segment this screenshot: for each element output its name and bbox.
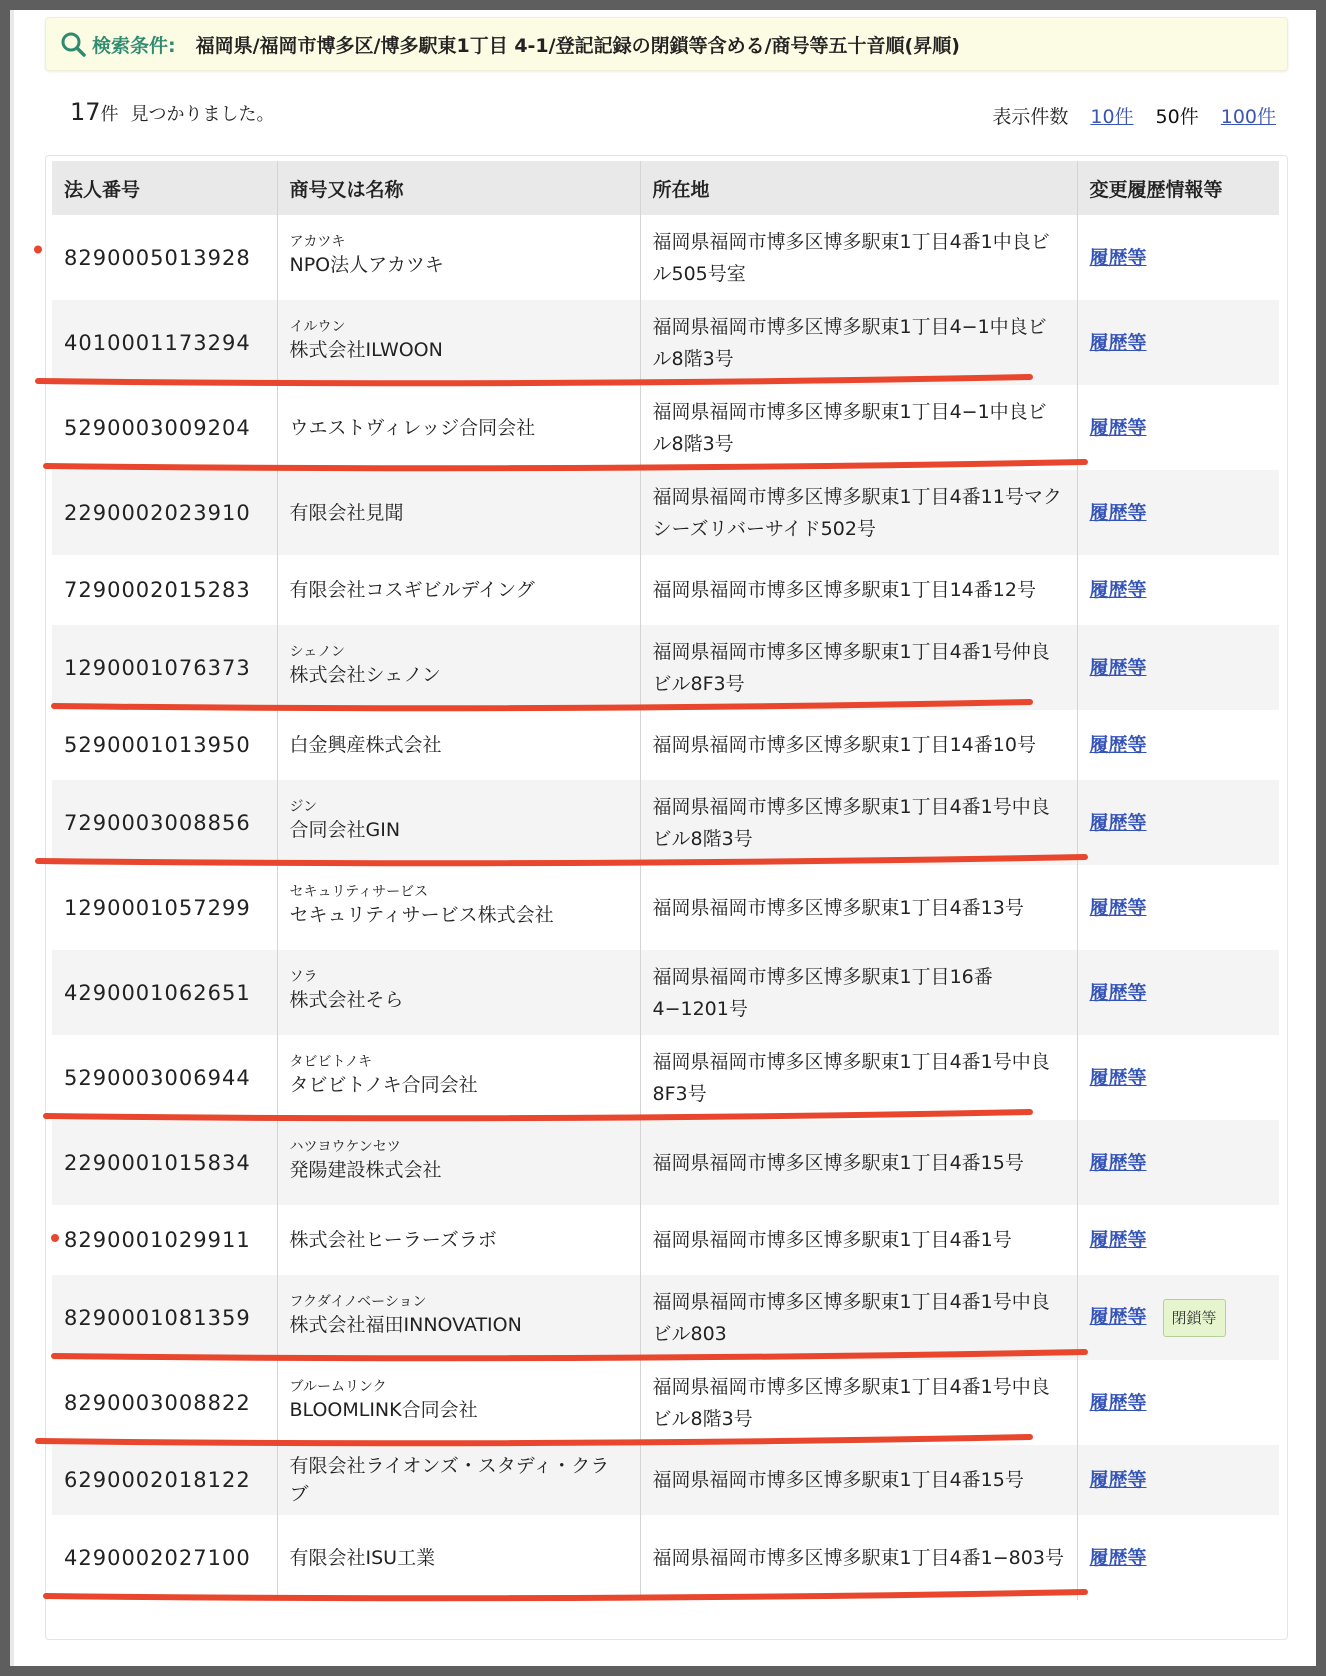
corporate-number: 4290001062651	[52, 950, 277, 1035]
table-row	[52, 865, 1279, 950]
history-link[interactable]: 履歴等	[1089, 1391, 1147, 1414]
trade-name: 合同会社GIN	[289, 818, 401, 841]
address: 福岡県福岡市博多区博多駅東1丁目4番15号	[640, 1120, 1077, 1205]
history-link[interactable]: 履歴等	[1089, 734, 1147, 756]
table-header-row	[52, 161, 1279, 215]
address: 福岡県福岡市博多区博多駅東1丁目14番12号	[640, 555, 1077, 625]
trade-name: 有限会社見聞	[289, 501, 404, 524]
search-conditions-label: 検索条件:	[92, 34, 176, 57]
history-cell	[1077, 385, 1279, 470]
history-link[interactable]: 履歴等	[1089, 331, 1147, 354]
corporate-number: 5290001013950	[64, 733, 251, 757]
history-cell	[1077, 1205, 1279, 1275]
trade-name-kana: タビビトノキ	[289, 1053, 373, 1070]
address: 福岡県福岡市博多区博多駅東1丁目14番10号	[640, 710, 1077, 780]
table-row	[52, 300, 1279, 385]
trade-name-cell	[277, 1120, 640, 1205]
address: 福岡県福岡市博多区博多駅東1丁目4番1号	[640, 1205, 1077, 1275]
trade-name: 株式会社そら	[289, 988, 404, 1011]
table-body	[52, 215, 1279, 1600]
corporate-number: 2290002023910	[52, 470, 277, 555]
table-row	[52, 780, 1279, 865]
table-row	[52, 385, 1279, 470]
header-corporate-number: 法人番号	[52, 161, 277, 215]
trade-name: BLOOMLINK合同会社	[289, 1398, 478, 1421]
history-cell	[1077, 1035, 1279, 1120]
trade-name: タビビトノキ合同会社	[289, 1073, 478, 1096]
table-row	[52, 1515, 1279, 1600]
address: 福岡県福岡市博多区博多駅東1丁目4番1−803号	[640, 1515, 1077, 1600]
result-count	[70, 98, 275, 126]
table-row	[52, 710, 1279, 780]
results-table	[52, 161, 1279, 1600]
trade-name: セキュリティサービス株式会社	[289, 903, 554, 926]
history-link[interactable]: 履歴等	[1089, 1546, 1147, 1569]
table-row	[52, 950, 1279, 1035]
corporate-number: 4290002027100	[64, 1545, 251, 1570]
corporate-number: 5290003009204	[64, 415, 251, 440]
address: 福岡県福岡市博多区博多駅東1丁目4番13号	[640, 865, 1077, 950]
header-trade-name: 商号又は名称	[277, 161, 640, 215]
address: 福岡県福岡市博多区博多駅東1丁目16番4−1201号	[640, 950, 1077, 1035]
result-found-text: 見つかりました。	[130, 104, 275, 125]
table-row	[52, 1205, 1279, 1275]
trade-name-kana: フクダイノベーション	[289, 1293, 427, 1310]
address: 福岡県福岡市博多区博多駅東1丁目4番1号中良ビル8階3号	[640, 780, 1077, 865]
corporate-number: 8290003008822	[64, 1390, 251, 1415]
trade-name: 株式会社福田INNOVATION	[289, 1313, 522, 1336]
history-link[interactable]: 履歴等	[1089, 1469, 1147, 1491]
address: 福岡県福岡市博多区博多駅東1丁目4−1中良ビル8階3号	[640, 300, 1077, 385]
table-row	[52, 215, 1279, 300]
history-cell	[1077, 215, 1279, 300]
history-link[interactable]: 履歴等	[1089, 501, 1147, 524]
trade-name-kana: イルウン	[289, 318, 346, 335]
search-conditions-value: 福岡県/福岡市博多区/博多駅東1丁目 4-1/登記記録の閉鎖等含める/商号等五十音順(昇順)	[195, 34, 960, 57]
corporate-number: 6290002018122	[52, 1445, 277, 1515]
per-page-selector	[992, 102, 1276, 129]
trade-name-kana: アカツキ	[289, 233, 346, 250]
address: 福岡県福岡市博多区博多駅東1丁目4番1号中良8F3号	[640, 1035, 1077, 1120]
history-cell	[1077, 625, 1279, 710]
header-change-history: 変更履歴情報等	[1077, 161, 1279, 215]
trade-name: NPO法人アカツキ	[289, 253, 444, 276]
corporate-number: 4010001173294	[52, 300, 277, 385]
trade-name-cell	[277, 470, 640, 555]
corporate-number: 1290001076373	[52, 625, 277, 710]
trade-name-cell	[277, 385, 640, 470]
trade-name: 有限会社ライオンズ・スタディ・クラブ	[289, 1455, 610, 1505]
history-cell	[1077, 1360, 1279, 1445]
trade-name: 株式会社ILWOON	[289, 338, 443, 361]
corporate-number: 7290002015283	[64, 578, 251, 602]
search-icon	[60, 31, 86, 57]
trade-name-cell	[277, 300, 640, 385]
history-cell	[1077, 1515, 1279, 1600]
history-cell	[1077, 780, 1279, 865]
trade-name: 株式会社シェノン	[289, 663, 441, 686]
history-link[interactable]: 履歴等	[1089, 1151, 1147, 1174]
trade-name-cell	[277, 215, 640, 300]
trade-name-cell	[277, 625, 640, 710]
trade-name-kana: シェノン	[289, 643, 345, 660]
trade-name-kana: ジン	[289, 798, 318, 815]
page-left-border	[10, 10, 14, 1666]
history-cell	[1077, 950, 1279, 1035]
corporate-number: 5290003006944	[64, 1065, 251, 1090]
corporate-number: 8290001029911	[64, 1228, 251, 1252]
result-count-unit: 件	[100, 104, 119, 125]
trade-name-cell	[277, 555, 640, 625]
table-row	[52, 1275, 1279, 1360]
corporate-number: 8290001081359	[52, 1275, 277, 1360]
trade-name-cell	[277, 1515, 640, 1600]
history-link[interactable]: 履歴等	[1089, 811, 1147, 834]
address: 福岡県福岡市博多区博多駅東1丁目4番11号マクシーズリバーサイド502号	[640, 470, 1077, 555]
header-address: 所在地	[640, 161, 1077, 215]
trade-name-cell	[277, 1205, 640, 1275]
table-row	[52, 470, 1279, 555]
trade-name: 白金興産株式会社	[289, 734, 442, 756]
table-row	[52, 1120, 1279, 1205]
trade-name: 有限会社コスギビルデイング	[289, 579, 535, 601]
corporate-number: 8290005013928	[64, 245, 251, 270]
corporate-number: 2290001015834	[52, 1120, 277, 1205]
trade-name-cell	[277, 950, 640, 1035]
trade-name-kana: ハツヨウケンセツ	[289, 1138, 401, 1155]
table-row	[52, 625, 1279, 710]
address: 福岡県福岡市博多区博多駅東1丁目4番15号	[640, 1445, 1077, 1515]
trade-name: 発陽建設株式会社	[289, 1158, 442, 1181]
per-page-50-current: 50件	[1155, 106, 1199, 128]
history-link[interactable]: 履歴等	[1089, 1305, 1147, 1328]
table-row	[52, 1445, 1279, 1515]
search-conditions-bar	[45, 17, 1288, 71]
trade-name-cell	[277, 1035, 640, 1120]
table-row	[52, 1360, 1279, 1445]
corporate-number: 7290003008856	[52, 780, 277, 865]
address: 福岡県福岡市博多区博多駅東1丁目4番1中良ビル505号室	[640, 215, 1077, 300]
result-count-number: 17	[70, 98, 101, 126]
history-cell	[1077, 710, 1279, 780]
trade-name-kana: ソラ	[289, 968, 318, 985]
history-cell	[1077, 1445, 1279, 1515]
history-link[interactable]: 履歴等	[1089, 1229, 1147, 1251]
address: 福岡県福岡市博多区博多駅東1丁目4番1号中良ビル803	[640, 1275, 1077, 1360]
history-link[interactable]: 履歴等	[1089, 981, 1147, 1004]
history-cell	[1077, 1275, 1279, 1360]
history-cell	[1077, 300, 1279, 385]
trade-name-kana: ブルームリンク	[289, 1378, 387, 1395]
per-page-100-link[interactable]: 100件	[1220, 106, 1276, 128]
trade-name-kana: セキュリティサービス	[289, 883, 429, 900]
trade-name-cell	[277, 710, 640, 780]
per-page-label: 表示件数	[992, 106, 1069, 128]
history-cell	[1077, 470, 1279, 555]
results-table-container	[45, 155, 1288, 1640]
corporate-number: 1290001057299	[64, 895, 251, 920]
history-cell	[1077, 865, 1279, 950]
address: 福岡県福岡市博多区博多駅東1丁目4番1号中良ビル8階3号	[640, 1360, 1077, 1445]
results-page	[10, 10, 1316, 1666]
table-row	[52, 555, 1279, 625]
trade-name-cell	[277, 1445, 640, 1515]
history-link[interactable]: 履歴等	[1089, 896, 1147, 919]
trade-name: 有限会社ISU工業	[289, 1546, 436, 1569]
trade-name-cell	[277, 1360, 640, 1445]
history-link[interactable]: 履歴等	[1089, 656, 1147, 679]
table-row	[52, 1035, 1279, 1120]
closed-status-badge: 閉鎖等	[1163, 1299, 1226, 1337]
address: 福岡県福岡市博多区博多駅東1丁目4番1号仲良ビル8F3号	[640, 625, 1077, 710]
history-cell	[1077, 555, 1279, 625]
history-link[interactable]: 履歴等	[1089, 579, 1147, 601]
trade-name-cell	[277, 865, 640, 950]
address: 福岡県福岡市博多区博多駅東1丁目4−1中良ビル8階3号	[640, 385, 1077, 470]
trade-name-cell	[277, 780, 640, 865]
per-page-10-link[interactable]: 10件	[1090, 106, 1134, 128]
history-cell	[1077, 1120, 1279, 1205]
trade-name: 株式会社ヒーラーズラボ	[289, 1229, 497, 1251]
history-link[interactable]: 履歴等	[1089, 246, 1147, 269]
history-link[interactable]: 履歴等	[1089, 416, 1147, 439]
history-link[interactable]: 履歴等	[1089, 1066, 1147, 1089]
trade-name: ウエストヴィレッジ合同会社	[289, 416, 536, 439]
trade-name-cell	[277, 1275, 640, 1360]
